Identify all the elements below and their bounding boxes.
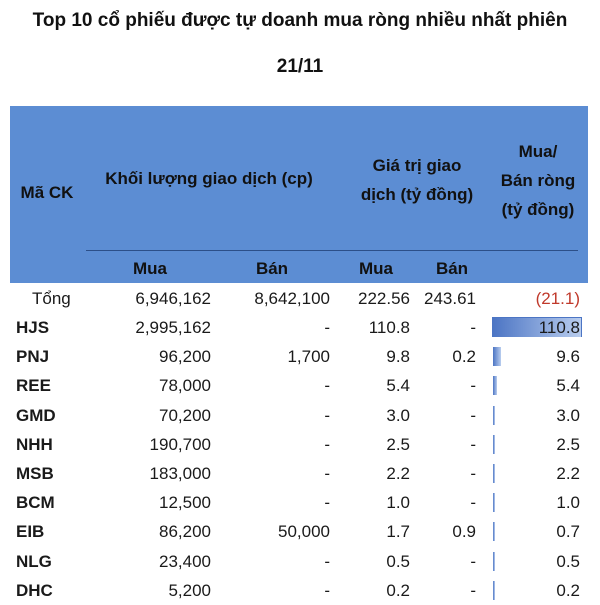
sell-value: - bbox=[470, 376, 476, 396]
stock-code: BCM bbox=[16, 493, 55, 513]
net-value: 2.2 bbox=[556, 464, 580, 483]
net-value: 0.7 bbox=[556, 522, 580, 542]
buy-value: 1.0 bbox=[386, 493, 410, 513]
buy-value: 0.5 bbox=[386, 551, 410, 571]
buy-value: 1.7 bbox=[386, 522, 410, 542]
table-row bbox=[10, 488, 588, 517]
sell-value: - bbox=[470, 318, 476, 337]
buy-volume: 183,000 bbox=[149, 464, 211, 483]
total-buy-volume: 6,946,162 bbox=[135, 289, 211, 308]
buy-volume: 86,200 bbox=[159, 522, 211, 542]
buy-volume: 2,995,162 bbox=[135, 318, 211, 337]
sell-volume: 50,000 bbox=[278, 522, 330, 542]
net-value: 0.5 bbox=[556, 551, 580, 571]
header-buy-volume: Mua bbox=[133, 259, 167, 278]
header-sell-value: Bán bbox=[435, 259, 469, 278]
buy-value: 2.2 bbox=[386, 464, 410, 483]
buy-value: 110.8 bbox=[368, 318, 410, 337]
sell-volume: - bbox=[324, 493, 330, 513]
table-row bbox=[10, 576, 588, 605]
buy-value: 0.2 bbox=[386, 580, 410, 600]
table-row bbox=[10, 430, 588, 459]
buy-volume: 23,400 bbox=[159, 551, 211, 571]
sell-value: - bbox=[470, 434, 476, 454]
buy-volume: 96,200 bbox=[159, 347, 211, 367]
net-value: 1.0 bbox=[556, 493, 580, 513]
table-row bbox=[10, 547, 588, 576]
sell-value: - bbox=[470, 580, 476, 600]
net-value: 2.5 bbox=[556, 434, 580, 454]
header-net-line1: Mua/ bbox=[518, 142, 558, 161]
net-data-bar bbox=[493, 464, 495, 483]
net-data-bar bbox=[493, 522, 495, 541]
total-sell-volume: 8,642,100 bbox=[254, 289, 330, 308]
table-row bbox=[10, 459, 588, 488]
sell-volume: - bbox=[324, 580, 330, 600]
net-value: 110.8 bbox=[538, 318, 580, 337]
page-subtitle-date: 21/11 bbox=[276, 56, 324, 77]
page-title: Top 10 cổ phiếu được tự doanh mua ròng nhiều nhất phiên bbox=[32, 10, 568, 31]
net-value: 0.2 bbox=[556, 580, 580, 600]
table-row bbox=[10, 313, 588, 342]
sell-value: - bbox=[470, 493, 476, 513]
buy-value: 9.8 bbox=[386, 347, 410, 367]
stock-code: DHC bbox=[16, 580, 53, 600]
stock-code: NLG bbox=[16, 551, 52, 571]
stock-code: GMD bbox=[16, 405, 56, 425]
stock-code: NHH bbox=[16, 434, 53, 454]
net-data-bar bbox=[493, 581, 495, 600]
net-value: 3.0 bbox=[556, 405, 580, 425]
buy-volume: 5,200 bbox=[168, 580, 211, 600]
table-row bbox=[10, 371, 588, 400]
buy-volume: 70,200 bbox=[159, 405, 211, 425]
buy-volume: 78,000 bbox=[159, 376, 211, 396]
stock-code: EIB bbox=[16, 522, 45, 542]
buy-value: 3.0 bbox=[386, 405, 410, 425]
sell-value: 0.2 bbox=[452, 347, 476, 367]
total-row bbox=[10, 284, 588, 313]
buy-value: 5.4 bbox=[386, 376, 410, 396]
stock-code: HJS bbox=[16, 318, 50, 337]
net-data-bar bbox=[493, 552, 495, 571]
header-sell-volume: Bán bbox=[255, 259, 289, 278]
table-row bbox=[10, 401, 588, 430]
sell-value: - bbox=[470, 464, 476, 483]
header-net-line3: (tỷ đồng) bbox=[501, 200, 575, 219]
total-net: (21.1) bbox=[535, 289, 580, 308]
header-divider bbox=[86, 250, 578, 251]
header-net-line2: Bán ròng bbox=[500, 171, 576, 190]
header-code: Mã CK bbox=[20, 183, 74, 202]
sell-volume: - bbox=[324, 464, 330, 483]
net-data-bar bbox=[493, 376, 497, 395]
sell-volume: - bbox=[324, 376, 330, 396]
buy-volume: 12,500 bbox=[159, 493, 211, 513]
sell-value: 0.9 bbox=[452, 522, 476, 542]
net-value: 5.4 bbox=[556, 376, 580, 396]
stock-code: PNJ bbox=[16, 347, 50, 367]
table-row bbox=[10, 517, 588, 546]
net-data-bar bbox=[493, 493, 495, 512]
buy-volume: 190,700 bbox=[149, 434, 211, 454]
header-value-line1: Giá trị giao bbox=[372, 156, 462, 175]
sell-volume: - bbox=[324, 551, 330, 571]
stock-code: MSB bbox=[16, 464, 54, 483]
stock-code: REE bbox=[16, 376, 51, 396]
sell-value: - bbox=[470, 405, 476, 425]
sell-volume: - bbox=[324, 318, 330, 337]
header-value-line2: dịch (tỷ đồng) bbox=[360, 185, 474, 204]
header-volume: Khối lượng giao dịch (cp) bbox=[105, 169, 313, 188]
table-header bbox=[10, 106, 588, 283]
total-buy-value: 222.56 bbox=[358, 289, 410, 308]
net-value: 9.6 bbox=[556, 347, 580, 367]
total-label: Tổng bbox=[32, 289, 71, 308]
table-row bbox=[10, 342, 588, 371]
sell-volume: - bbox=[324, 434, 330, 454]
net-data-bar bbox=[493, 406, 495, 425]
buy-value: 2.5 bbox=[386, 434, 410, 454]
header-buy-value: Mua bbox=[359, 259, 393, 278]
sell-volume: 1,700 bbox=[287, 347, 330, 367]
total-sell-value: 243.61 bbox=[424, 289, 476, 308]
sell-value: - bbox=[470, 551, 476, 571]
sell-volume: - bbox=[324, 405, 330, 425]
net-data-bar bbox=[493, 435, 495, 454]
net-data-bar bbox=[493, 347, 501, 366]
